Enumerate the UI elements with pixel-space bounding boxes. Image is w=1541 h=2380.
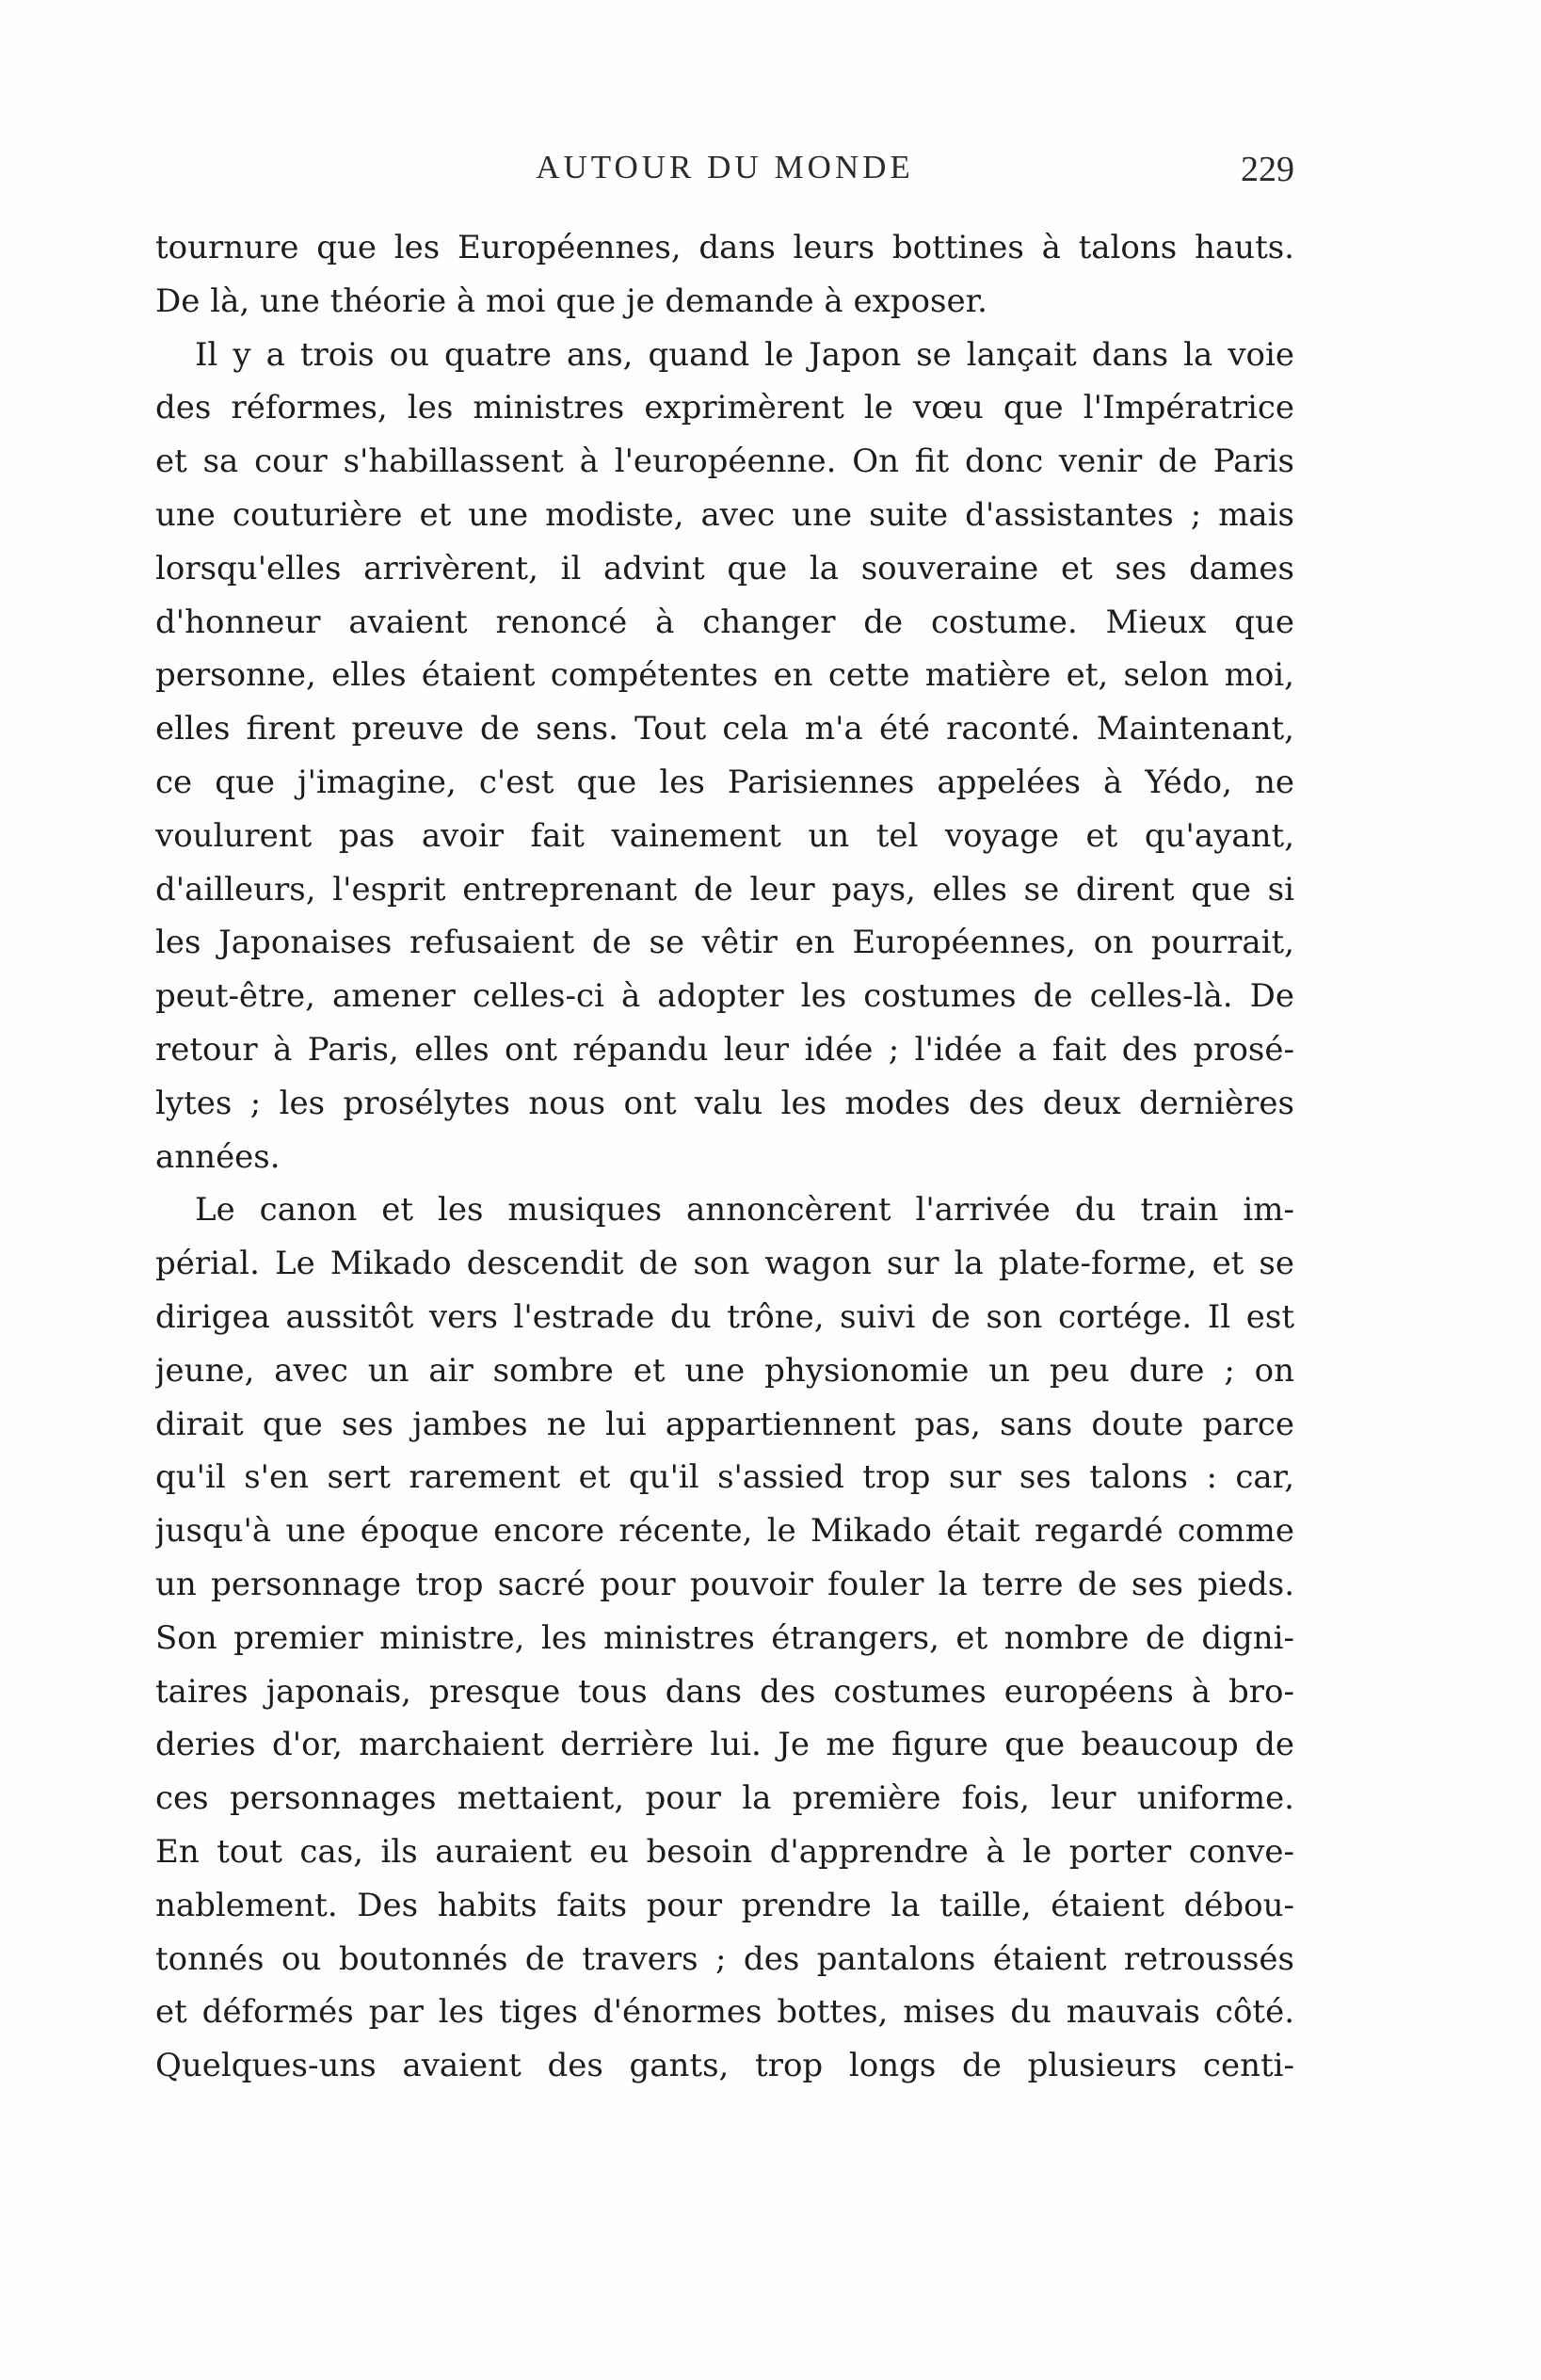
text-line: dirait que ses jambes ne lui appartiennent pas, sans doute parce [155,1405,1294,1443]
text-line: personne, elles étaient compétentes en cette matière et, selon moi, [155,656,1294,695]
text-line: d'ailleurs, l'esprit entreprenant de leur pays, elles se dirent que si [155,870,1294,909]
text-line: dirigea aussitôt vers l'estrade du trône, suivi de son cortége. Il est [155,1297,1294,1336]
page-number: 229 [1241,150,1294,189]
paragraph-start-line: Le canon et les musiques annoncèrent l'arrivée du train im- [195,1191,1294,1230]
text-line: un personnage trop sacré pour pouvoir fouler la terre de ses pieds. [155,1565,1294,1603]
text-line: jusqu'à une époque encore récente, le Mikado était regardé comme [155,1512,1294,1551]
text-line: et déformés par les tiges d'énormes bottes, mises du mauvais côté. [155,1993,1294,2032]
text-line: et sa cour s'habillassent à l'européenne. On fit donc venir de Paris [155,442,1294,481]
text-line: qu'il s'en sert rarement et qu'il s'assied trop sur ses talons : car, [155,1458,1294,1497]
text-line: Son premier ministre, les ministres étrangers, et nombre de digni- [155,1618,1294,1657]
text-line: ce que j'imagine, c'est que les Parisiennes appelées à Yédo, ne [155,763,1294,801]
text-line: De là, une théorie à moi que je demande à exposer. [155,281,987,320]
body-text [155,221,1294,2093]
text-line: peut-être, amener celles-ci à adopter les costumes de celles-là. De [155,977,1294,1016]
text-line: jeune, avec un air sombre et une physionomie un peu dure ; on [155,1351,1294,1390]
text-line: taires japonais, presque tous dans des costumes européens à bro- [155,1672,1294,1711]
text-line: tournure que les Européennes, dans leurs bottines à talons hauts. [155,229,1294,266]
text-line: En tout cas, ils auraient eu besoin d'apprendre à le porter conve- [155,1832,1294,1871]
text-line: deries d'or, marchaient derrière lui. Je me figure que beaucoup de [155,1726,1294,1764]
text-line: retour à Paris, elles ont répandu leur idée ; l'idée a fait des prosé- [155,1030,1294,1069]
text-line: lorsqu'elles arrivèrent, il advint que la souveraine et ses dames [155,549,1294,587]
text-line: voulurent pas avoir fait vainement un tel voyage et qu'ayant, [155,816,1294,855]
text-line: les Japonaises refusaient de se vêtir en Européennes, on pourrait, [155,924,1294,962]
text-line: une couturière et une modiste, avec une suite d'assistantes ; mais [155,495,1294,534]
text-line: des réformes, les ministres exprimèrent le vœu que l'Impératrice [155,389,1294,427]
running-title: AUTOUR DU MONDE [536,149,914,185]
text-line: années. [155,1137,281,1176]
text-line: Quelques-uns avaient des gants, trop longs de plusieurs centi- [155,2047,1294,2085]
text-line: lytes ; les prosélytes nous ont valu les modes des deux dernières [155,1084,1294,1122]
text-line: ces personnages mettaient, pour la première fois, leur uniforme. [155,1779,1294,1818]
text-line: périal. Le Mikado descendit de son wagon sur la plate-forme, et se [155,1245,1294,1283]
text-line: tonnés ou boutonnés de travers ; des pantalons étaient retroussés [155,1939,1294,1978]
text-line: elles firent preuve de sens. Tout cela m'a été raconté. Maintenant, [155,710,1294,748]
text-line: d'honneur avaient renoncé à changer de costume. Mieux que [155,603,1294,641]
text-line: nablement. Des habits faits pour prendre la taille, étaient débou- [155,1886,1294,1924]
running-head [155,149,1294,196]
paragraph-start-line: Il y a trois ou quatre ans, quand le Japon se lançait dans la voie [195,335,1294,374]
